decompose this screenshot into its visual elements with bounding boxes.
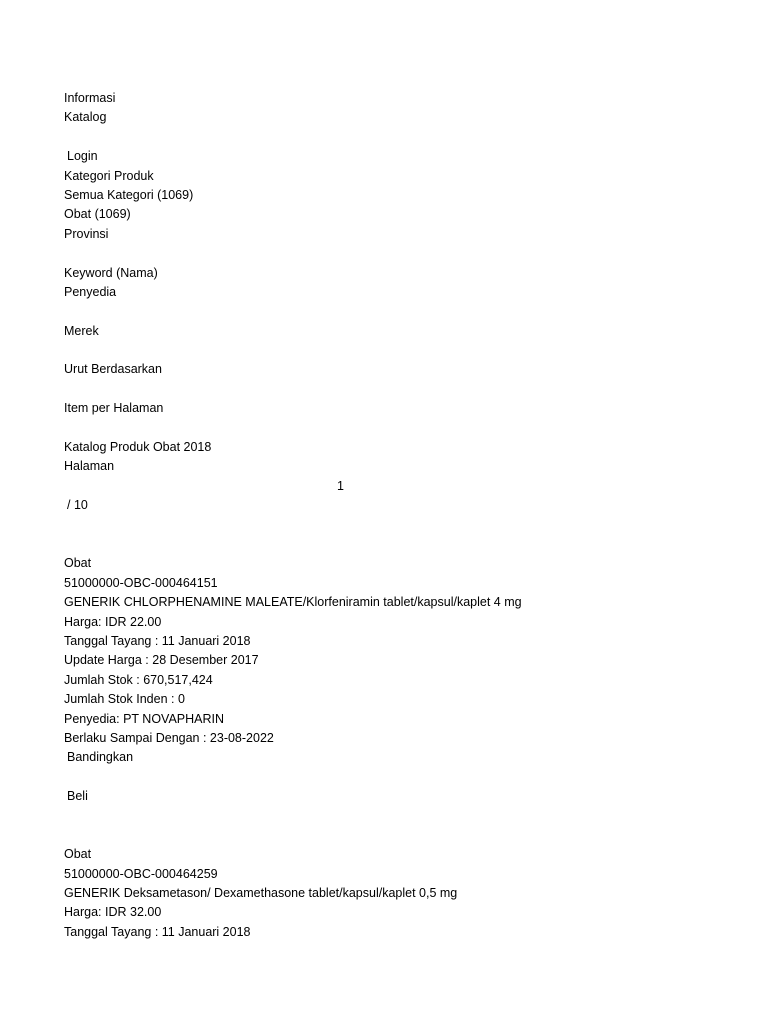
nav-katalog-link[interactable]: Katalog bbox=[64, 110, 107, 125]
beli-button[interactable]: Beli bbox=[67, 789, 88, 804]
provinsi-label: Provinsi bbox=[64, 226, 109, 241]
halaman-label: Halaman bbox=[64, 459, 115, 474]
catalog-title: Katalog Produk Obat 2018 bbox=[64, 440, 212, 455]
product-category: Obat bbox=[64, 556, 92, 571]
product-name-link[interactable]: GENERIK CHLORPHENAMINE MALEATE/Klorfeniramin tablet/kapsul/kaplet 4 mg bbox=[64, 595, 522, 610]
spacer bbox=[64, 516, 704, 535]
product-card bbox=[64, 554, 704, 806]
urut-select[interactable] bbox=[64, 380, 704, 399]
keyword-label: Keyword (Nama) bbox=[64, 265, 158, 280]
spacer bbox=[64, 768, 704, 787]
login-link[interactable]: Login bbox=[67, 149, 98, 164]
kategori-produk-heading: Kategori Produk bbox=[64, 168, 154, 183]
product-price: Harga: IDR 32.00 bbox=[64, 905, 162, 920]
spacer bbox=[64, 535, 704, 554]
merek-input[interactable] bbox=[64, 341, 704, 360]
spacer bbox=[64, 128, 704, 147]
product-jumlah-stok: Jumlah Stok : 670,517,424 bbox=[64, 672, 213, 687]
product-price: Harga: IDR 22.00 bbox=[64, 614, 162, 629]
item-per-halaman-select[interactable] bbox=[64, 419, 704, 438]
spacer bbox=[64, 826, 704, 845]
nav-informasi-link[interactable]: Informasi bbox=[64, 91, 116, 105]
product-jumlah-stok-inden: Jumlah Stok Inden : 0 bbox=[64, 692, 185, 707]
product-code-link[interactable]: 51000000-OBC-000464259 bbox=[64, 866, 218, 881]
product-tanggal-tayang: Tanggal Tayang : 11 Januari 2018 bbox=[64, 633, 251, 648]
product-card bbox=[64, 845, 704, 942]
product-penyedia: Penyedia: PT NOVAPHARIN bbox=[64, 711, 225, 726]
merek-label: Merek bbox=[64, 323, 99, 338]
product-update-harga: Update Harga : 28 Desember 2017 bbox=[64, 653, 259, 668]
page-number-input[interactable]: 1 bbox=[337, 478, 344, 493]
catalog-page bbox=[64, 89, 704, 942]
spacer bbox=[64, 806, 704, 825]
product-berlaku: Berlaku Sampai Dengan : 23-08-2022 bbox=[64, 730, 274, 745]
item-per-halaman-label: Item per Halaman bbox=[64, 401, 164, 416]
product-name-link[interactable]: GENERIK Deksametason/ Dexamethasone tablet/kapsul/kaplet 0,5 mg bbox=[64, 886, 458, 901]
penyedia-input[interactable] bbox=[64, 302, 704, 321]
product-category: Obat bbox=[64, 847, 92, 862]
product-tanggal-tayang: Tanggal Tayang : 11 Januari 2018 bbox=[64, 924, 251, 939]
penyedia-label: Penyedia bbox=[64, 284, 117, 299]
provinsi-select[interactable] bbox=[64, 244, 704, 263]
category-all-link[interactable]: Semua Kategori (1069) bbox=[64, 187, 194, 202]
product-code-link[interactable]: 51000000-OBC-000464151 bbox=[64, 575, 218, 590]
bandingkan-button[interactable]: Bandingkan bbox=[67, 750, 134, 765]
total-pages: / 10 bbox=[67, 498, 88, 513]
category-obat-link[interactable]: Obat (1069) bbox=[64, 207, 131, 222]
urut-label: Urut Berdasarkan bbox=[64, 362, 162, 377]
